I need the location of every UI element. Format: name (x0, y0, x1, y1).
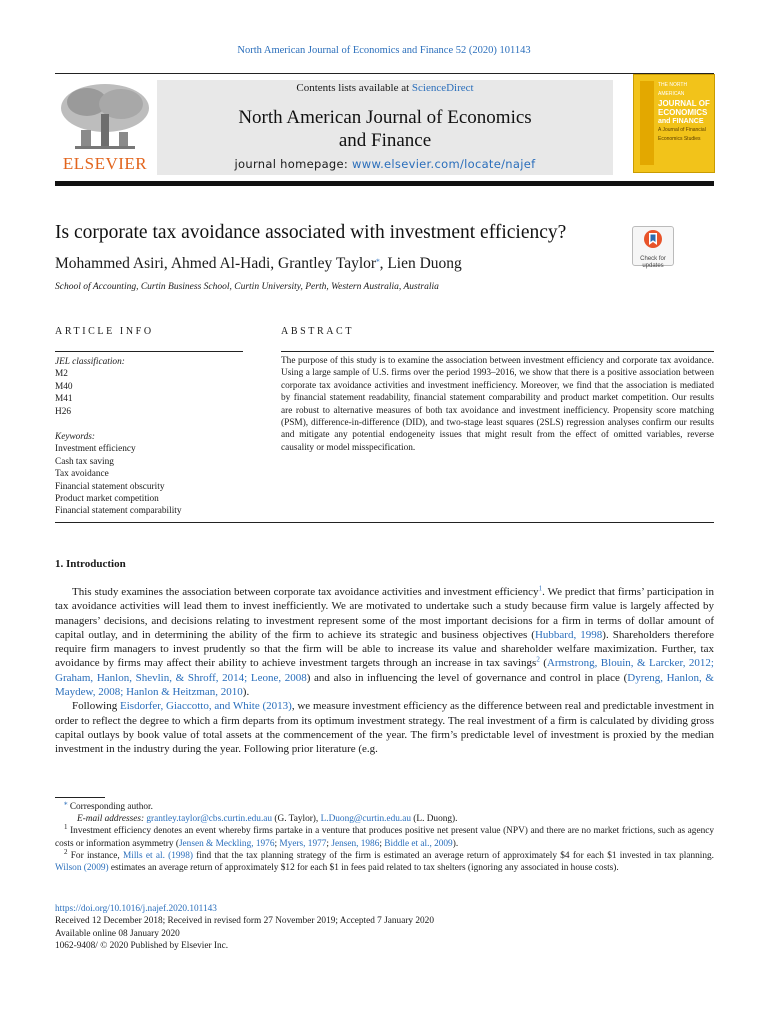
footnote-mark: 1 (64, 823, 68, 832)
citation-link[interactable]: Jensen & Meckling, 1976 (178, 838, 275, 849)
elsevier-logo (55, 80, 155, 174)
text-run: ). (452, 838, 459, 849)
keyword: Tax avoidance (55, 469, 109, 480)
email-label: E-mail addresses: (77, 814, 147, 825)
text-run: (G. Taylor), (272, 814, 321, 825)
journal-citation[interactable]: North American Journal of Economics and Finance 52 (2020) 101143 (237, 45, 531, 56)
keyword: Cash tax saving (55, 456, 114, 467)
citation-link[interactable]: Jensen, 1986 (331, 838, 380, 849)
footnote-2 (55, 847, 714, 874)
received-dates: Received 12 December 2018; Received in revised form 27 November 2019; Accepted 7 January 2020 (55, 916, 434, 927)
footnote-emails (55, 813, 714, 825)
introduction-body (55, 585, 714, 757)
text-run: For instance, (67, 850, 123, 861)
text-run: estimates an average return of approximately $12 for each $1 in fees paid related to tax shelters (ignoring any associated in house costs). (108, 863, 619, 874)
paragraph (55, 699, 714, 756)
citation-link[interactable]: Biddle et al., 2009 (384, 838, 453, 849)
abstract-end-rule (55, 522, 714, 523)
text-run: , we measure investment efficiency as the difference between real and predictable investment in order to reflect the degree to which a firm departs from its optimum investment strategy. The real investment of a firm is calculated by dividing gross capital outlays by book value of total assets at the commencement of the year. The firm’s predictable level of investment is proxied by the median investment in the industry during the year. Following prior literature (e.g. (55, 700, 715, 756)
text-run: ; (379, 838, 385, 849)
copyright: 1062-9408/ © 2020 Published by Elsevier Inc. (55, 940, 229, 951)
cover-line6: Economics Studies (658, 136, 701, 142)
text-run: ) and also in influencing the level of governance and control in place ( (306, 671, 628, 684)
badge-text-2: updates (642, 263, 664, 269)
footnote-ref-2[interactable]: 2 (536, 655, 540, 664)
cover-stripe (640, 81, 654, 165)
citation-link[interactable]: Hubbard, 1998 (534, 628, 603, 641)
corresponding-mark: ⁎ (64, 798, 68, 807)
journal-homepage (157, 157, 613, 171)
citation-link[interactable]: Myers, 1977 (279, 838, 327, 849)
article-info-rule (55, 351, 243, 352)
text-run: ; (326, 838, 332, 849)
jel-label: JEL classification: (55, 357, 125, 367)
keyword: Investment efficiency (55, 444, 136, 455)
cover-line2: JOURNAL OF (658, 99, 710, 108)
text-run: Corresponding author. (67, 802, 153, 812)
citation-link[interactable]: Dyreng, Hanlon, & Maydew, 2008; Hanlon & Heitzman, 2010 (55, 671, 714, 699)
text-run: Investment efficiency denotes an event whereby firms partake in a venture that produces positive net present value (NPV) and there are no market frictions, such as agency costs or information asymmetry ( (55, 826, 714, 849)
author-list (55, 255, 462, 273)
article-info-panel (55, 356, 243, 518)
keyword: Financial statement obscurity (55, 481, 165, 492)
text-run: ). Shareholders therefore require firm managers to invest prudently so that the firm will be able to increase its value and shareholder welfare maximization. Further, tax avoidance by firms may affect their ability to achieve investment targets through an increase in tax savings (55, 628, 714, 670)
footnote-rule (55, 797, 105, 798)
header-rule (55, 73, 714, 74)
keyword: Financial statement comparability (55, 506, 182, 517)
abstract-text: The purpose of this study is to examine the association between investment efficiency and corporate tax avoidance. Using a large sample of U.S. firms over the period 1993–2016, we show that there is a positive association between corporate tax avoidance activities and investment inefficiency. Moreover, we find that the association is mediated by financial statement readability, financial statement comparability and product market competition. Our results are robust to alternative measures of both tax avoidance and investment inefficiency. Propensity score matching (PSM), difference-in-difference (DID), and two-stage least squares (2SLS) regression analyses confirm our results and mitigate any potential endogeneity issues that might result from the effect of omitted variables, reverse causality or model misspecification. (281, 356, 714, 453)
keyword: Product market competition (55, 494, 159, 505)
contents-line (157, 82, 613, 94)
section-heading-introduction: 1. Introduction (55, 558, 126, 570)
footnote-corresponding (55, 798, 714, 813)
footnotes (55, 798, 714, 874)
citation-link[interactable]: Wilson (2009) (55, 863, 109, 874)
citation-link[interactable]: Armstrong, Blouin, & Larcker, 2012; Graham, Hanlon, Shevlin, & Shroff, 2014; Leone, 2008 (55, 657, 714, 684)
authors-part-b: , Lien Duong (379, 255, 462, 272)
jel-code: M2 (55, 369, 68, 380)
journal-cover (633, 74, 715, 173)
bookmark-icon (633, 227, 673, 251)
footnote-ref-1[interactable]: 1 (538, 584, 543, 593)
header-thick-rule (55, 181, 714, 186)
journal-title (157, 106, 613, 152)
keywords-label: Keywords: (55, 432, 95, 443)
email-link-taylor[interactable]: grantley.taylor@cbs.curtin.edu.au (146, 814, 273, 825)
check-for-updates-badge[interactable] (632, 226, 674, 269)
cover-line5: A Journal of Financial (658, 127, 706, 133)
homepage-prefix: journal homepage: (234, 157, 353, 171)
affiliation: School of Accounting, Curtin Business School, Curtin University, Perth, Western Australia, Australia (55, 282, 439, 292)
publication-meta (55, 903, 434, 952)
article-info-heading: ARTICLE INFO (55, 326, 154, 337)
contents-prefix: Contents lists available at (296, 82, 412, 94)
citation-link[interactable]: Eisdorfer, Giaccotto, and White (2013) (120, 700, 292, 713)
text-run: (L. Duong). (410, 814, 458, 825)
doi-link[interactable]: https://doi.org/10.1016/j.najef.2020.101143 (55, 904, 217, 914)
authors-part-a: Mohammed Asiri, Ahmed Al-Hadi, Grantley Taylor (55, 255, 377, 272)
citation-link[interactable]: Mills et al. (1998) (123, 850, 193, 861)
jel-code: M40 (55, 381, 73, 392)
badge-text-1: Check for (640, 256, 666, 262)
footnote-mark: 2 (64, 847, 68, 856)
text-run: ( (539, 657, 547, 670)
sciencedirect-link[interactable]: ScienceDirect (411, 82, 474, 94)
corresponding-author-mark[interactable]: ⁎ (376, 255, 380, 264)
text-run: find that the tax planning strategy of the firm is estimated an average return of approximately $4 for each $1 invested in tax planning. (192, 850, 714, 861)
footnote-1 (55, 825, 714, 849)
cover-line4: and FINANCE (658, 118, 704, 125)
cover-line1: THE NORTH AMERICAN (658, 82, 688, 97)
text-run: Following (72, 700, 121, 713)
text-run: . We predict that firms’ participation in tax avoidance activities will lead them to invest inefficiently. We are motivated to undertake such a study because firm value is largely affected by managers’ decisions, and decisions relating to investment represent some of the most important decisions for a firm in terms of dollar amount of capital outlay, and in determining the ability of the firm to achieve its strategic and business objectives ( (55, 586, 714, 641)
journal-title-line2: and Finance (338, 130, 432, 151)
cover-line3: ECONOMICS (658, 108, 708, 117)
jel-code: H26 (55, 406, 72, 417)
journal-title-line1: North American Journal of Economics (238, 107, 532, 128)
email-link-duong[interactable]: L.Duong@curtin.edu.au (320, 814, 411, 825)
text-run: ; (274, 838, 280, 849)
publisher-wordmark: ELSEVIER (62, 154, 148, 173)
article-title: Is corporate tax avoidance associated with investment efficiency? (55, 222, 567, 243)
text-run: This study examines the association between corporate tax avoidance activities and investment efficiency (72, 586, 539, 598)
paragraph (55, 585, 714, 699)
available-online: Available online 08 January 2020 (55, 928, 180, 939)
abstract-rule (281, 351, 714, 352)
jel-code: M41 (55, 394, 73, 405)
abstract-heading: ABSTRACT (281, 326, 355, 337)
homepage-link[interactable]: www.elsevier.com/locate/najef (352, 157, 536, 171)
text-run: ). (242, 686, 250, 699)
